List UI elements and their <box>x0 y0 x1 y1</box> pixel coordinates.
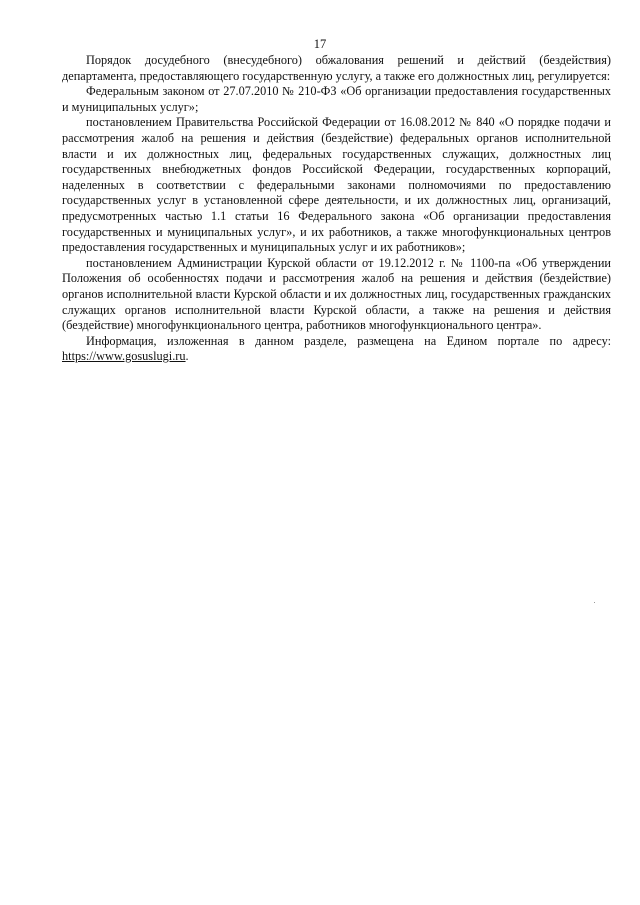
paragraph-portal-info <box>62 334 611 365</box>
paragraph-federal-law: Федеральным законом от 27.07.2010 № 210-ФЗ «Об организации предоставления государственных и муниципальных услуг»; <box>62 84 611 114</box>
paragraph-kursk-resolution: постановлением Администрации Курской области от 19.12.2012 г. № 1100-па «Об утверждении Положения об особенностях подачи и рассмотрения жалоб на решения и действия (бездействие) органов исполнительной власти Курской области и их должностных лиц, государственных гражданских служащих органов исполнительной власти Курской области, а также на решения и действия (бездействие) многофункционального центра, работников многофункционального центра». <box>62 255 611 333</box>
paragraph-government-resolution: постановлением Правительства Российской Федерации от 16.08.2012 № 840 «О порядке подачи и рассмотрения жалоб на решения и действия (бездействие) федеральных органов исполнительной власти и их должностных лиц, федеральных государственных служащих, должностных лиц государственных внебюджетных фондов Российской Федерации, государственных корпораций, наделенных в соответствии с федеральными законами полномочиями по предоставлению государственных услуг в установленной сфере деятельности, и их должностных лиц, организаций, предусмотренных частью 1.1 статьи 16 Федерального закона «Об организации предоставления государственных и муниципальных услуг», и их работников, а также многофункциональных центров предоставления государственных и муниципальных услуг и их работников»; <box>62 115 611 255</box>
gosuslugi-link[interactable]: https://www.gosuslugi.ru <box>62 349 186 364</box>
portal-info-suffix: . <box>185 349 189 364</box>
scan-speck <box>594 602 595 603</box>
paragraph-appeal-procedure: Порядок досудебного (внесудебного) обжалования решений и действий (бездействия) департамента, предоставляющего государственную услугу, а также его должностных лиц, регулируется: <box>62 53 611 83</box>
page-number: 17 <box>313 37 327 51</box>
document-body <box>62 53 611 365</box>
portal-info-text: Информация, изложенная в данном разделе, размещена на Едином портале по адресу: <box>86 333 611 348</box>
